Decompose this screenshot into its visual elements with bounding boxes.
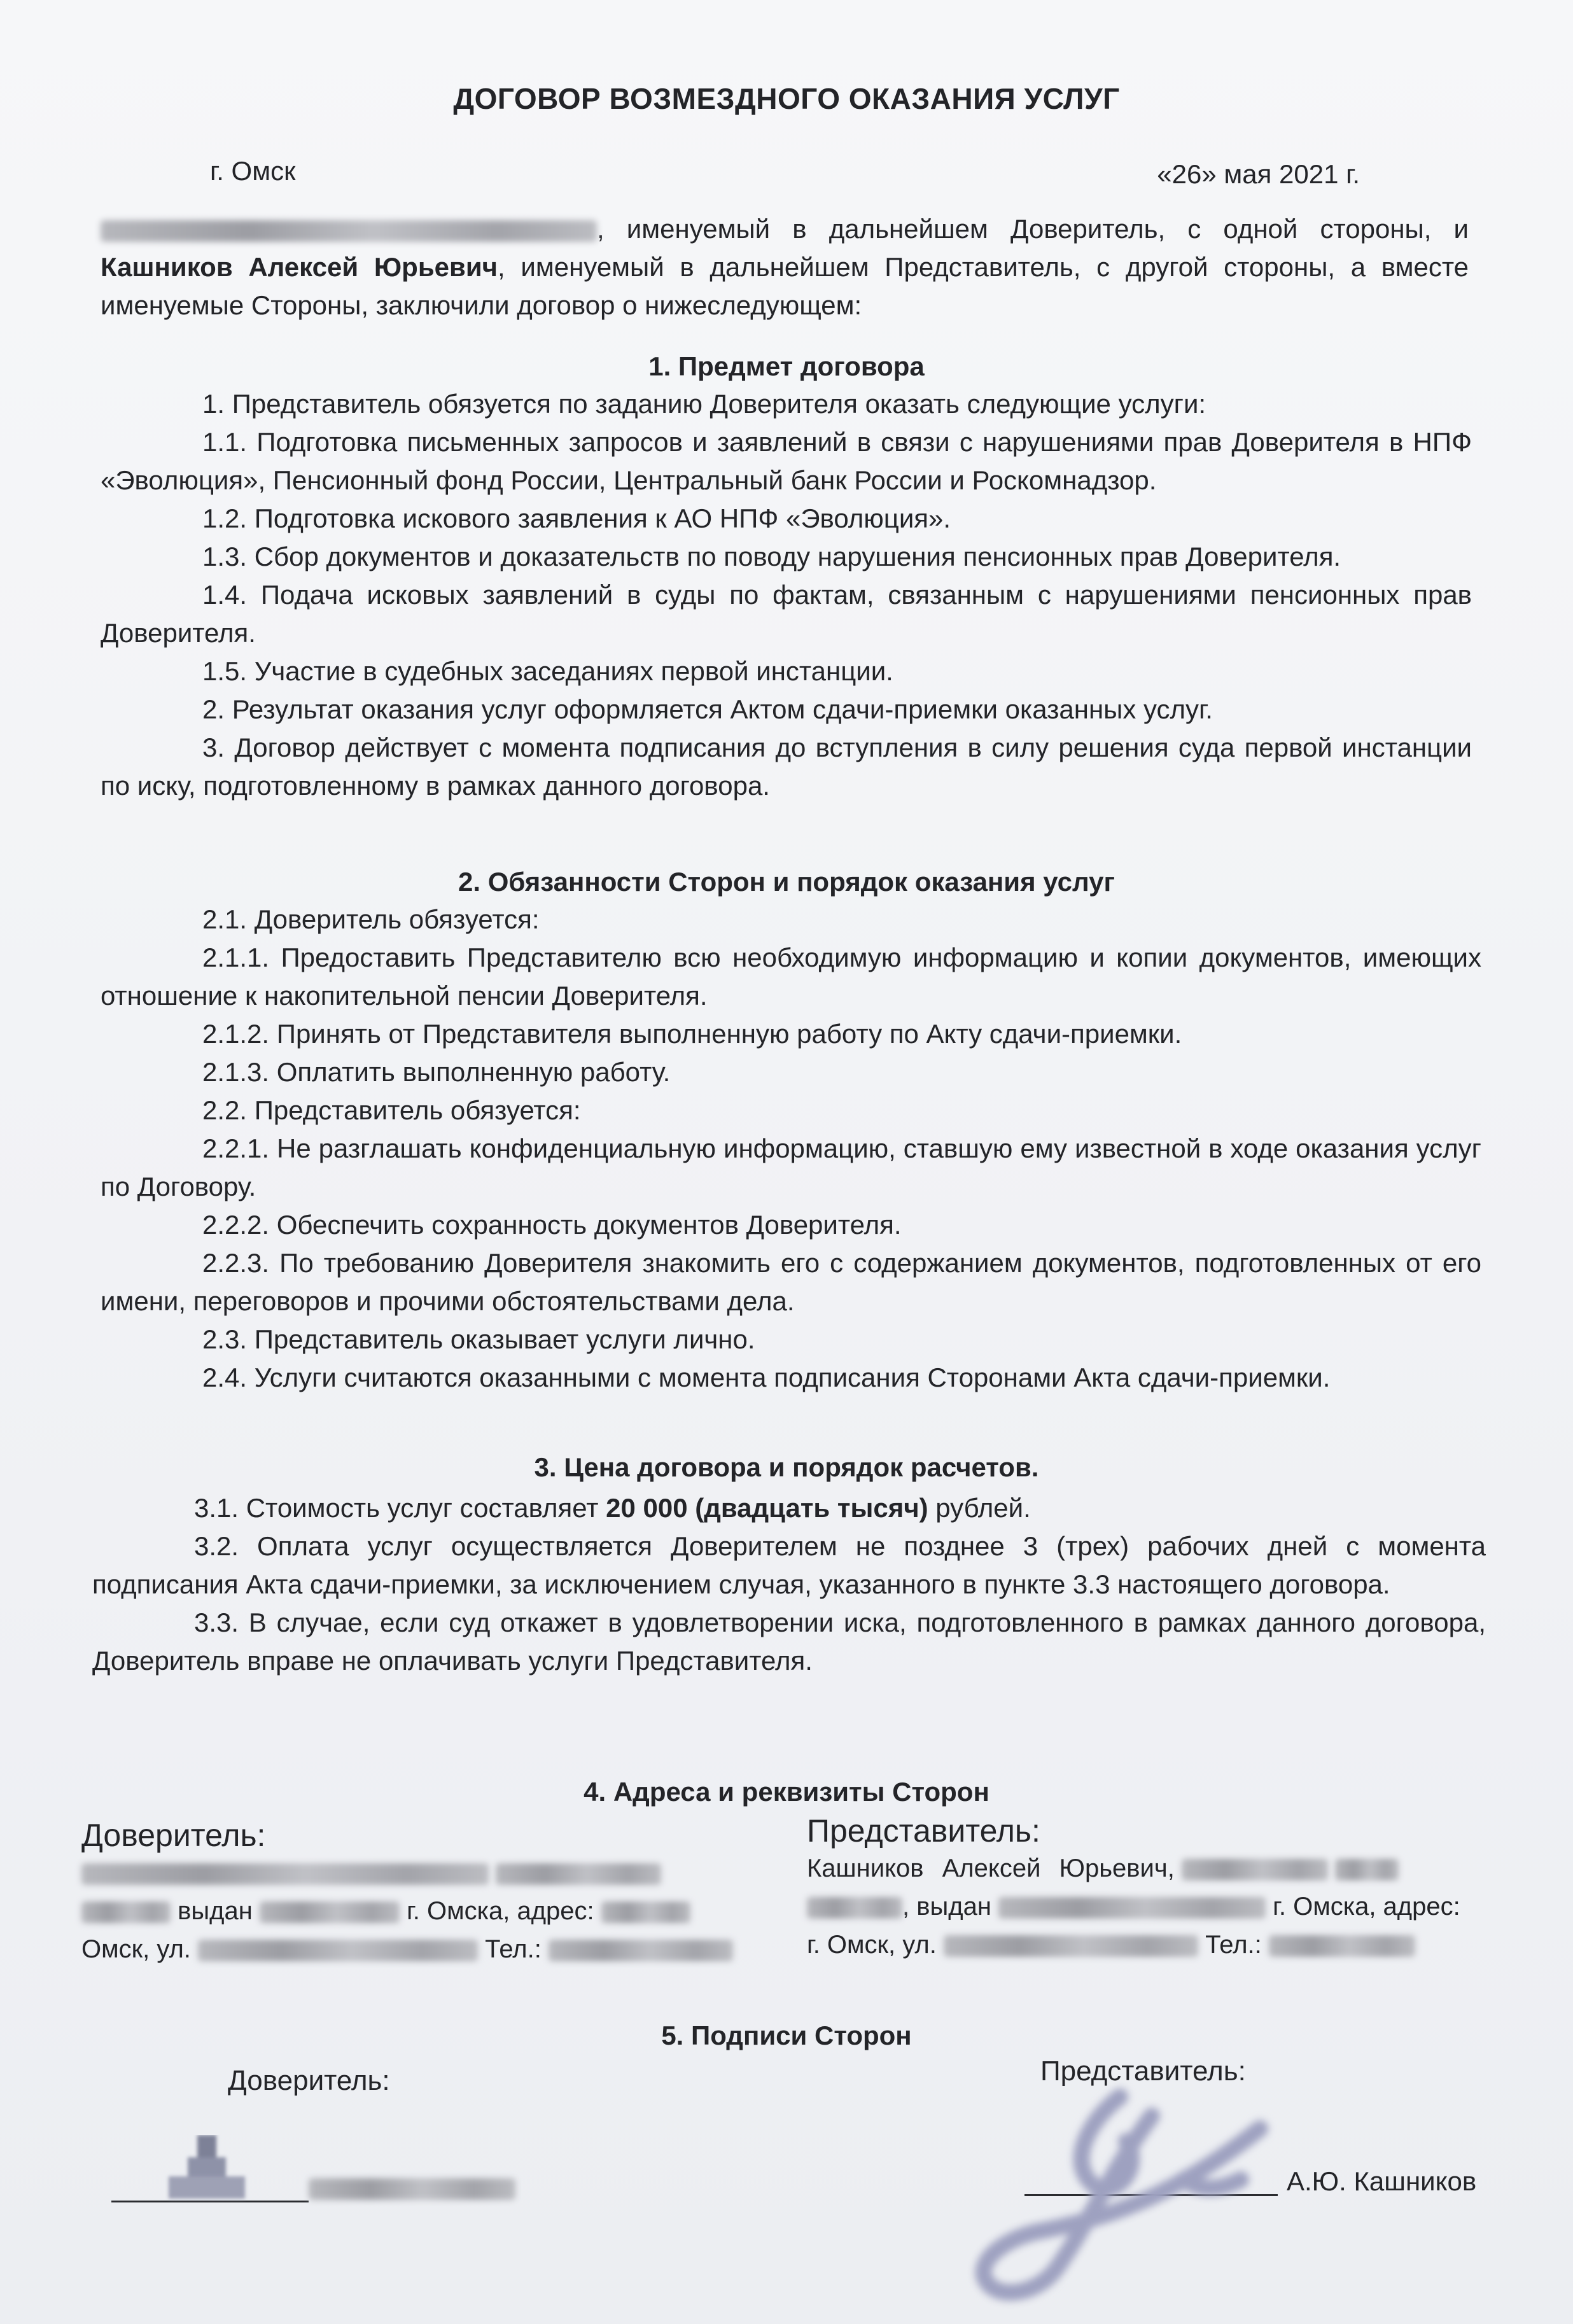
preamble-part2: , именуемый в дальнейшем Представитель, с другой стороны, а вместе именуемые Стороны, заключили договор о нижеследующем:: [101, 252, 1469, 320]
section3-body: [92, 1489, 1486, 1680]
representative-street: г. Омск, ул.: [807, 1931, 937, 1959]
redacted-rep-passport-2: [1335, 1859, 1399, 1880]
redacted-rep-phone: [1269, 1935, 1415, 1957]
principal-tel: Тел.:: [485, 1935, 542, 1963]
section5-heading: 5. Подписи Сторон: [661, 2020, 912, 2050]
clause-2-1-3: 2.1.3. Оплатить выполненную работу.: [202, 1057, 671, 1087]
redacted-principal-fullname: [81, 1863, 489, 1885]
principal-requisites: [81, 1854, 750, 1968]
representative-name: Кашников Алексей Юрьевич: [101, 252, 498, 282]
clause-2: 2. Результат оказания услуг оформляется Актом сдачи-приемки оказанных услуг.: [202, 694, 1213, 724]
clause-1-1: 1.1. Подготовка письменных запросов и заявлений в связи с нарушениями прав Доверителя в НПФ «Эволюция», Пенсионный фонд России, Центральный банк России и Роскомнадзор.: [101, 427, 1472, 495]
clause-2-1-1: 2.1.1. Предоставить Представителю всю необходимую информацию и копии документов, имеющих отношение к накопительной пенсии Доверителя.: [101, 942, 1481, 1011]
redacted-passport-number: [81, 1901, 171, 1923]
representative-signature-mark: [961, 2078, 1292, 2313]
clause-2-3: 2.3. Представитель оказывает услуги лично.: [202, 1324, 755, 1354]
representative-requisites: [807, 1849, 1500, 1964]
redacted-rep-passport-number: [807, 1897, 902, 1919]
clause-1: 1. Представитель обязуется по заданию Доверителя оказать следующие услуги:: [202, 389, 1206, 419]
section1-body: [101, 385, 1472, 805]
clause-2-1: 2.1. Доверитель обязуется:: [202, 904, 540, 934]
principal-signature-mark: [162, 2135, 251, 2202]
principal-label: Доверитель:: [81, 1817, 266, 1853]
redacted-principal-initials: [309, 2178, 515, 2200]
redacted-address: [601, 1901, 690, 1923]
representative-tel: Тел.:: [1205, 1931, 1262, 1959]
redacted-street: [198, 1940, 478, 1961]
clause-3-1-text: 3.1. Стоимость услуг составляет: [194, 1493, 606, 1523]
signature-principal-label: Доверитель:: [228, 2065, 390, 2096]
preamble-part1: , именуемый в дальнейшем Доверитель, с одной стороны, и: [597, 214, 1469, 244]
principal-city: г. Омска, адрес:: [407, 1897, 594, 1925]
section3-heading: 3. Цена договора и порядок расчетов.: [534, 1452, 1039, 1482]
redacted-rep-issuer: [998, 1897, 1266, 1919]
redacted-rep-street: [944, 1935, 1198, 1957]
redacted-issue-date: [260, 1901, 400, 1923]
section2-heading: 2. Обязанности Сторон и порядок оказания услуг: [458, 867, 1115, 897]
representative-label: Представитель:: [807, 1813, 1040, 1849]
clause-1-2: 1.2. Подготовка искового заявления к АО НПФ «Эволюция».: [202, 503, 951, 533]
clause-3: 3. Договор действует с момента подписания до вступления в силу решения суда первой инстанции по иску, подготовленному в рамках данного договора.: [101, 732, 1472, 801]
representative-fullname: Кашников Алексей Юрьевич,: [807, 1854, 1175, 1882]
principal-issued: выдан: [178, 1897, 253, 1925]
place: г. Омск: [210, 156, 296, 186]
redacted-passport: [496, 1863, 661, 1885]
clause-3-2: 3.2. Оплата услуг осуществляется Доверителем не позднее 3 (трех) рабочих дней с момента подписания Акта сдачи-приемки, за исключением случая, указанного в пункте 3.3 настоящего договора.: [92, 1531, 1486, 1599]
clause-3-1: [92, 1489, 1486, 1527]
section4-heading: 4. Адреса и реквизиты Сторон: [584, 1777, 989, 1807]
principal-details: [81, 1817, 750, 1968]
redacted-rep-passport: [1182, 1859, 1328, 1880]
redacted-principal-name: [101, 220, 597, 242]
representative-signature-name: А.Ю. Кашников: [1287, 2166, 1477, 2196]
contract-date: «26» мая 2021 г.: [1157, 159, 1360, 189]
price-amount: 20 000 (двадцать тысяч): [606, 1493, 928, 1523]
clause-2-1-2: 2.1.2. Принять от Представителя выполненную работу по Акту сдачи-приемки.: [202, 1019, 1182, 1049]
redacted-phone: [549, 1940, 733, 1961]
clause-2-2-1: 2.2.1. Не разглашать конфиденциальную информацию, ставшую ему известной в ходе оказания услуг по Договору.: [101, 1133, 1481, 1201]
preamble: [101, 210, 1469, 325]
signature-representative-label: Представитель:: [1040, 2055, 1246, 2087]
clause-1-3: 1.3. Сбор документов и доказательств по поводу нарушения пенсионных прав Доверителя.: [202, 542, 1341, 571]
clause-3-1-currency: рублей.: [928, 1493, 1031, 1523]
principal-street: Омск, ул.: [81, 1935, 191, 1963]
representative-issued: , выдан: [902, 1893, 991, 1921]
clause-1-5: 1.5. Участие в судебных заседаниях первой инстанции.: [202, 656, 893, 686]
clause-2-2-2: 2.2.2. Обеспечить сохранность документов Доверителя.: [202, 1210, 902, 1240]
clause-1-4: 1.4. Подача исковых заявлений в суды по фактам, связанным с нарушениями пенсионных прав Доверителя.: [101, 580, 1472, 648]
section2-body: [101, 900, 1481, 1397]
clause-2-2-3: 2.2.3. По требованию Доверителя знакомить его с содержанием документов, подготовленных от его имени, переговоров и прочими обстоятельствами дела.: [101, 1248, 1481, 1316]
clause-3-3: 3.3. В случае, если суд откажет в удовлетворении иска, подготовленного в рамках данного договора, Доверитель вправе не оплачивать услуги Представителя.: [92, 1607, 1486, 1676]
clause-2-4: 2.4. Услуги считаются оказанными с момента подписания Сторонами Акта сдачи-приемки.: [202, 1362, 1331, 1392]
section1-heading: 1. Предмет договора: [648, 351, 925, 381]
representative-details: [807, 1812, 1500, 1964]
representative-city: г. Омска, адрес:: [1273, 1893, 1460, 1921]
clause-2-2: 2.2. Представитель обязуется:: [202, 1095, 581, 1125]
document-title: ДОГОВОР ВОЗМЕЗДНОГО ОКАЗАНИЯ УСЛУГ: [453, 82, 1120, 115]
